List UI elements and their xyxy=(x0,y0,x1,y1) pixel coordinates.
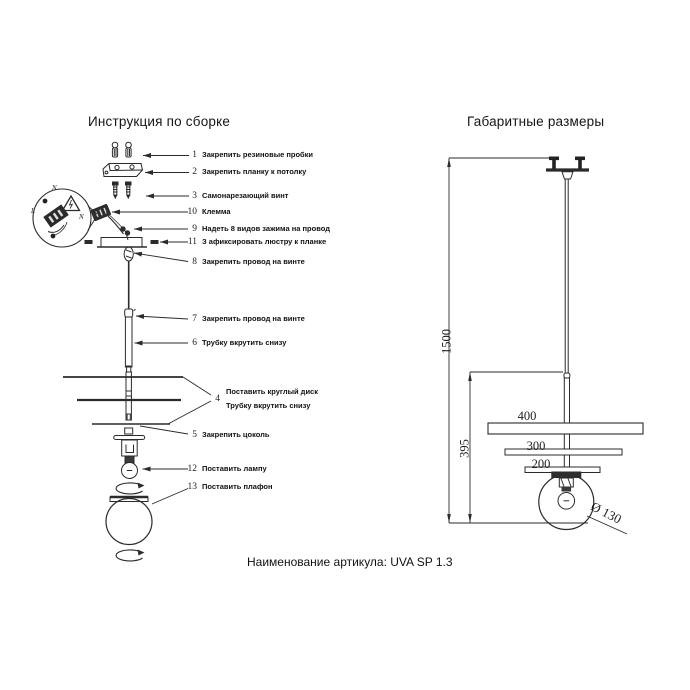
disc-lines-drawing xyxy=(63,377,183,424)
warning-lightning-icon xyxy=(63,196,80,211)
wire-label-l: L xyxy=(31,207,35,215)
dim-label-diameter: Ø 130 xyxy=(588,498,624,527)
item-text: Закрепить провод на винте xyxy=(202,314,305,323)
item-text: З афиксировать люстру к планке xyxy=(202,236,327,246)
instruction-item-9 xyxy=(177,224,330,234)
bulb-drawing xyxy=(122,456,138,479)
item-number: 10 xyxy=(187,206,197,217)
cord-clamp-drawing xyxy=(124,247,133,261)
rotate-arrow-icon xyxy=(116,483,144,494)
globe-shade-drawing xyxy=(106,497,152,545)
item-text: Закрепить планку к потолку xyxy=(202,167,307,176)
item-number: 3 xyxy=(192,191,197,201)
rod-cap-drawing xyxy=(125,309,136,317)
item-number: 6 xyxy=(192,337,197,348)
item-text: Закрепить цоколь xyxy=(202,429,270,439)
item-text: Поставить круглый диск xyxy=(226,387,318,396)
item-text: Закрепить провод на винте xyxy=(202,256,305,266)
instruction-item-7 xyxy=(177,314,305,324)
dim-label-395: 395 xyxy=(457,439,472,458)
cord-grip-drawing xyxy=(121,227,130,240)
item-number: 12 xyxy=(187,463,197,474)
instruction-item-1 xyxy=(177,150,313,160)
wiring-detail-callout xyxy=(33,189,97,247)
mid-tube-drawing xyxy=(126,372,131,420)
dim-label-300: 300 xyxy=(526,438,546,453)
instruction-item-13 xyxy=(177,482,273,492)
wire-label-n: N xyxy=(52,184,57,192)
assembly-diagram xyxy=(33,142,211,561)
item-number: 8 xyxy=(192,256,197,267)
screws-drawing xyxy=(113,182,132,198)
item-text: Надеть 8 видов зажима на провод xyxy=(202,223,330,233)
ceiling-plate-drawing xyxy=(546,157,589,180)
instruction-item-8 xyxy=(177,257,305,267)
item-text-lines xyxy=(226,385,318,413)
instruction-item-6 xyxy=(177,338,286,348)
wire-label-n: N xyxy=(79,213,84,221)
dim-label-200: 200 xyxy=(531,456,551,471)
item-number: 1 xyxy=(192,150,197,160)
item-text: Самонарезающий винт xyxy=(202,191,289,200)
item-text: Поставить лампу xyxy=(202,463,267,473)
item-number: 5 xyxy=(192,429,197,440)
upper-tube-drawing xyxy=(125,317,132,372)
rod-drawing xyxy=(565,179,568,373)
assembly-title: Инструкция по сборке xyxy=(88,114,231,129)
canopy-drawing xyxy=(85,238,158,248)
item-text: Трубку вкрутить снизу xyxy=(226,401,311,410)
dim-label-400: 400 xyxy=(517,408,537,423)
item-text: Трубку вкрутить снизу xyxy=(202,337,287,347)
instruction-item-12 xyxy=(177,464,267,474)
instruction-item-10 xyxy=(177,207,230,217)
item-text: Закрепить резиновые пробки xyxy=(202,150,314,159)
instruction-item-11 xyxy=(177,237,326,247)
article-name: Наименование артикула: UVA SP 1.3 xyxy=(247,555,453,569)
instruction-item-4 xyxy=(212,385,318,413)
item-number: 9 xyxy=(192,223,197,234)
disc-400-drawing xyxy=(488,423,643,434)
ceiling-bracket-drawing xyxy=(103,164,143,177)
instruction-item-5 xyxy=(177,430,270,440)
item-number: 7 xyxy=(192,314,197,324)
instruction-item-2 xyxy=(177,167,306,177)
rubber-plugs-drawing xyxy=(112,142,131,157)
socket-base-drawing xyxy=(114,428,145,456)
instruction-item-3 xyxy=(177,191,288,201)
item-number: 11 xyxy=(187,236,197,247)
item-text: Клемма xyxy=(202,206,231,216)
dimension-drawing xyxy=(449,157,643,535)
item-number: 4 xyxy=(215,394,220,404)
dimensions-title: Габаритные размеры xyxy=(467,114,605,129)
dim-label-1500: 1500 xyxy=(439,329,454,354)
item-number: 13 xyxy=(187,482,197,492)
item-text: Поставить плафон xyxy=(202,482,273,491)
rotate-arrow-icon xyxy=(116,550,144,561)
item-number: 2 xyxy=(192,167,197,177)
